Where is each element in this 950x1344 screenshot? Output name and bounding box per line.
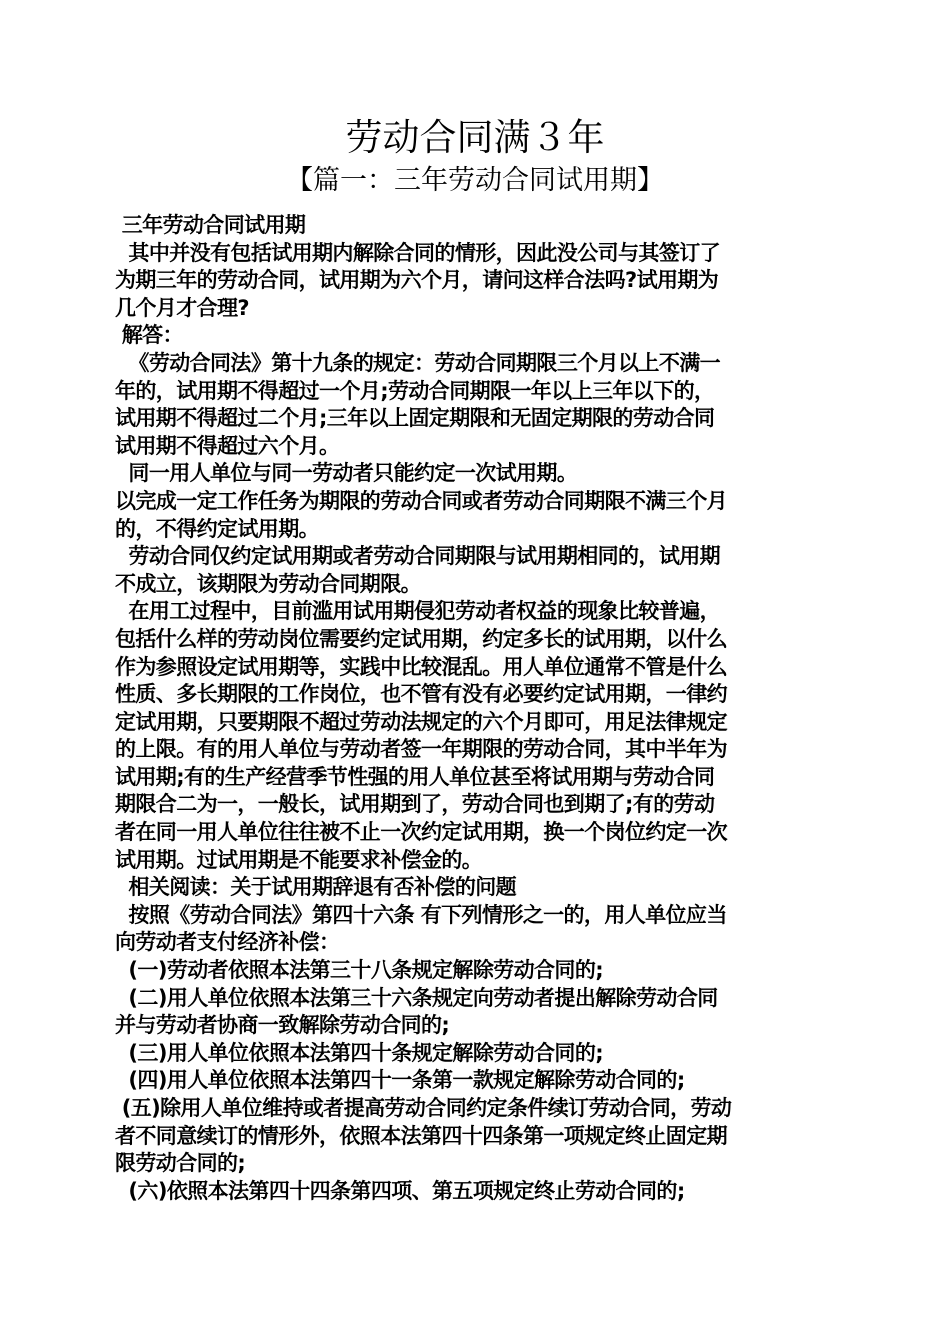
text-line: 几个月才合理? xyxy=(115,295,249,320)
text-line: 解答： xyxy=(115,323,183,348)
text-line: (一)劳动者依照本法第三十八条规定解除劳动合同的; xyxy=(115,958,604,983)
text-line: 相关阅读：关于试用期辞退有否补偿的问题 xyxy=(115,875,517,900)
text-line: (二)用人单位依照本法第三十六条规定向劳动者提出解除劳动合同 xyxy=(115,985,718,1010)
text-line: 不成立，该期限为劳动合同期限。 xyxy=(115,571,421,596)
text-line: 在用工过程中，目前滥用试用期侵犯劳动者权益的现象比较普遍， xyxy=(115,599,721,624)
text-line: 以完成一定工作任务为期限的劳动合同或者劳动合同期限不满三个月 xyxy=(115,488,727,513)
text-line: 者在同一用人单位往往被不止一次约定试用期，换一个岗位约定一次 xyxy=(115,820,727,845)
text-line: (四)用人单位依照本法第四十一条第一款规定解除劳动合同的; xyxy=(115,1068,685,1093)
text-line: (六)依照本法第四十四条第四项、第五项规定终止劳动合同的; xyxy=(115,1178,685,1203)
text-line: (三)用人单位依照本法第四十条规定解除劳动合同的; xyxy=(115,1040,604,1065)
text-line: 劳动合同仅约定试用期或者劳动合同期限与试用期相同的，试用期 xyxy=(115,544,721,569)
text-line: 同一用人单位与同一劳动者只能约定一次试用期。 xyxy=(115,461,578,486)
text-line: 期限合二为一，一般长，试用期到了，劳动合同也到期了;有的劳动 xyxy=(115,792,715,817)
document-title: 劳动合同满３年 xyxy=(345,116,605,159)
document-subtitle: 【篇一：三年劳动合同试用期】 xyxy=(286,165,664,196)
text-line: 者不同意续订的情形外，依照本法第四十四条第一项规定终止固定期 xyxy=(115,1123,727,1148)
text-line: (五)除用人单位维持或者提高劳动合同约定条件续订劳动合同，劳动 xyxy=(115,1096,732,1120)
text-line: 作为参照设定试用期等，实践中比较混乱。用人单位通常不管是什么 xyxy=(115,654,727,679)
text-line: 限劳动合同的; xyxy=(115,1151,246,1176)
text-line: 为期三年的劳动合同，试用期为六个月，请问这样合法吗?试用期为 xyxy=(115,268,719,293)
text-line: 三年劳动合同试用期 xyxy=(115,213,306,237)
text-line: 定试用期，只要期限不超过劳动法规定的六个月即可，用足法律规定 xyxy=(115,709,727,734)
text-line: 并与劳动者协商一致解除劳动合同的; xyxy=(115,1013,450,1038)
text-line: 试用期不得超过六个月。 xyxy=(115,433,340,458)
text-line: 《劳动合同法》第十九条的规定：劳动合同期限三个月以上不满一 xyxy=(115,350,721,375)
text-line: 向劳动者支付经济补偿： xyxy=(115,930,340,955)
text-line: 年的，试用期不得超过一个月;劳动合同期限一年以上三年以下的， xyxy=(115,378,715,403)
text-line: 试用期。过试用期是不能要求补偿金的。 xyxy=(115,847,483,872)
text-line: 包括什么样的劳动岗位需要约定试用期，约定多长的试用期，以什么 xyxy=(115,626,727,651)
text-line: 按照《劳动合同法》第四十六条 有下列情形之一的，用人单位应当 xyxy=(115,902,727,927)
text-line: 的，不得约定试用期。 xyxy=(115,516,319,541)
text-line: 试用期;有的生产经营季节性强的用人单位甚至将试用期与劳动合同 xyxy=(115,764,715,789)
document-body xyxy=(115,212,840,1205)
text-line: 的上限。有的用人单位与劳动者签一年期限的劳动合同，其中半年为 xyxy=(115,737,727,762)
text-line: 其中并没有包括试用期内解除合同的情形，因此没公司与其签订了 xyxy=(115,240,721,265)
text-line: 试用期不得超过二个月;三年以上固定期限和无固定期限的劳动合同 xyxy=(115,406,715,431)
text-line: 性质、多长期限的工作岗位，也不管有没有必要约定试用期，一律约 xyxy=(115,682,727,707)
